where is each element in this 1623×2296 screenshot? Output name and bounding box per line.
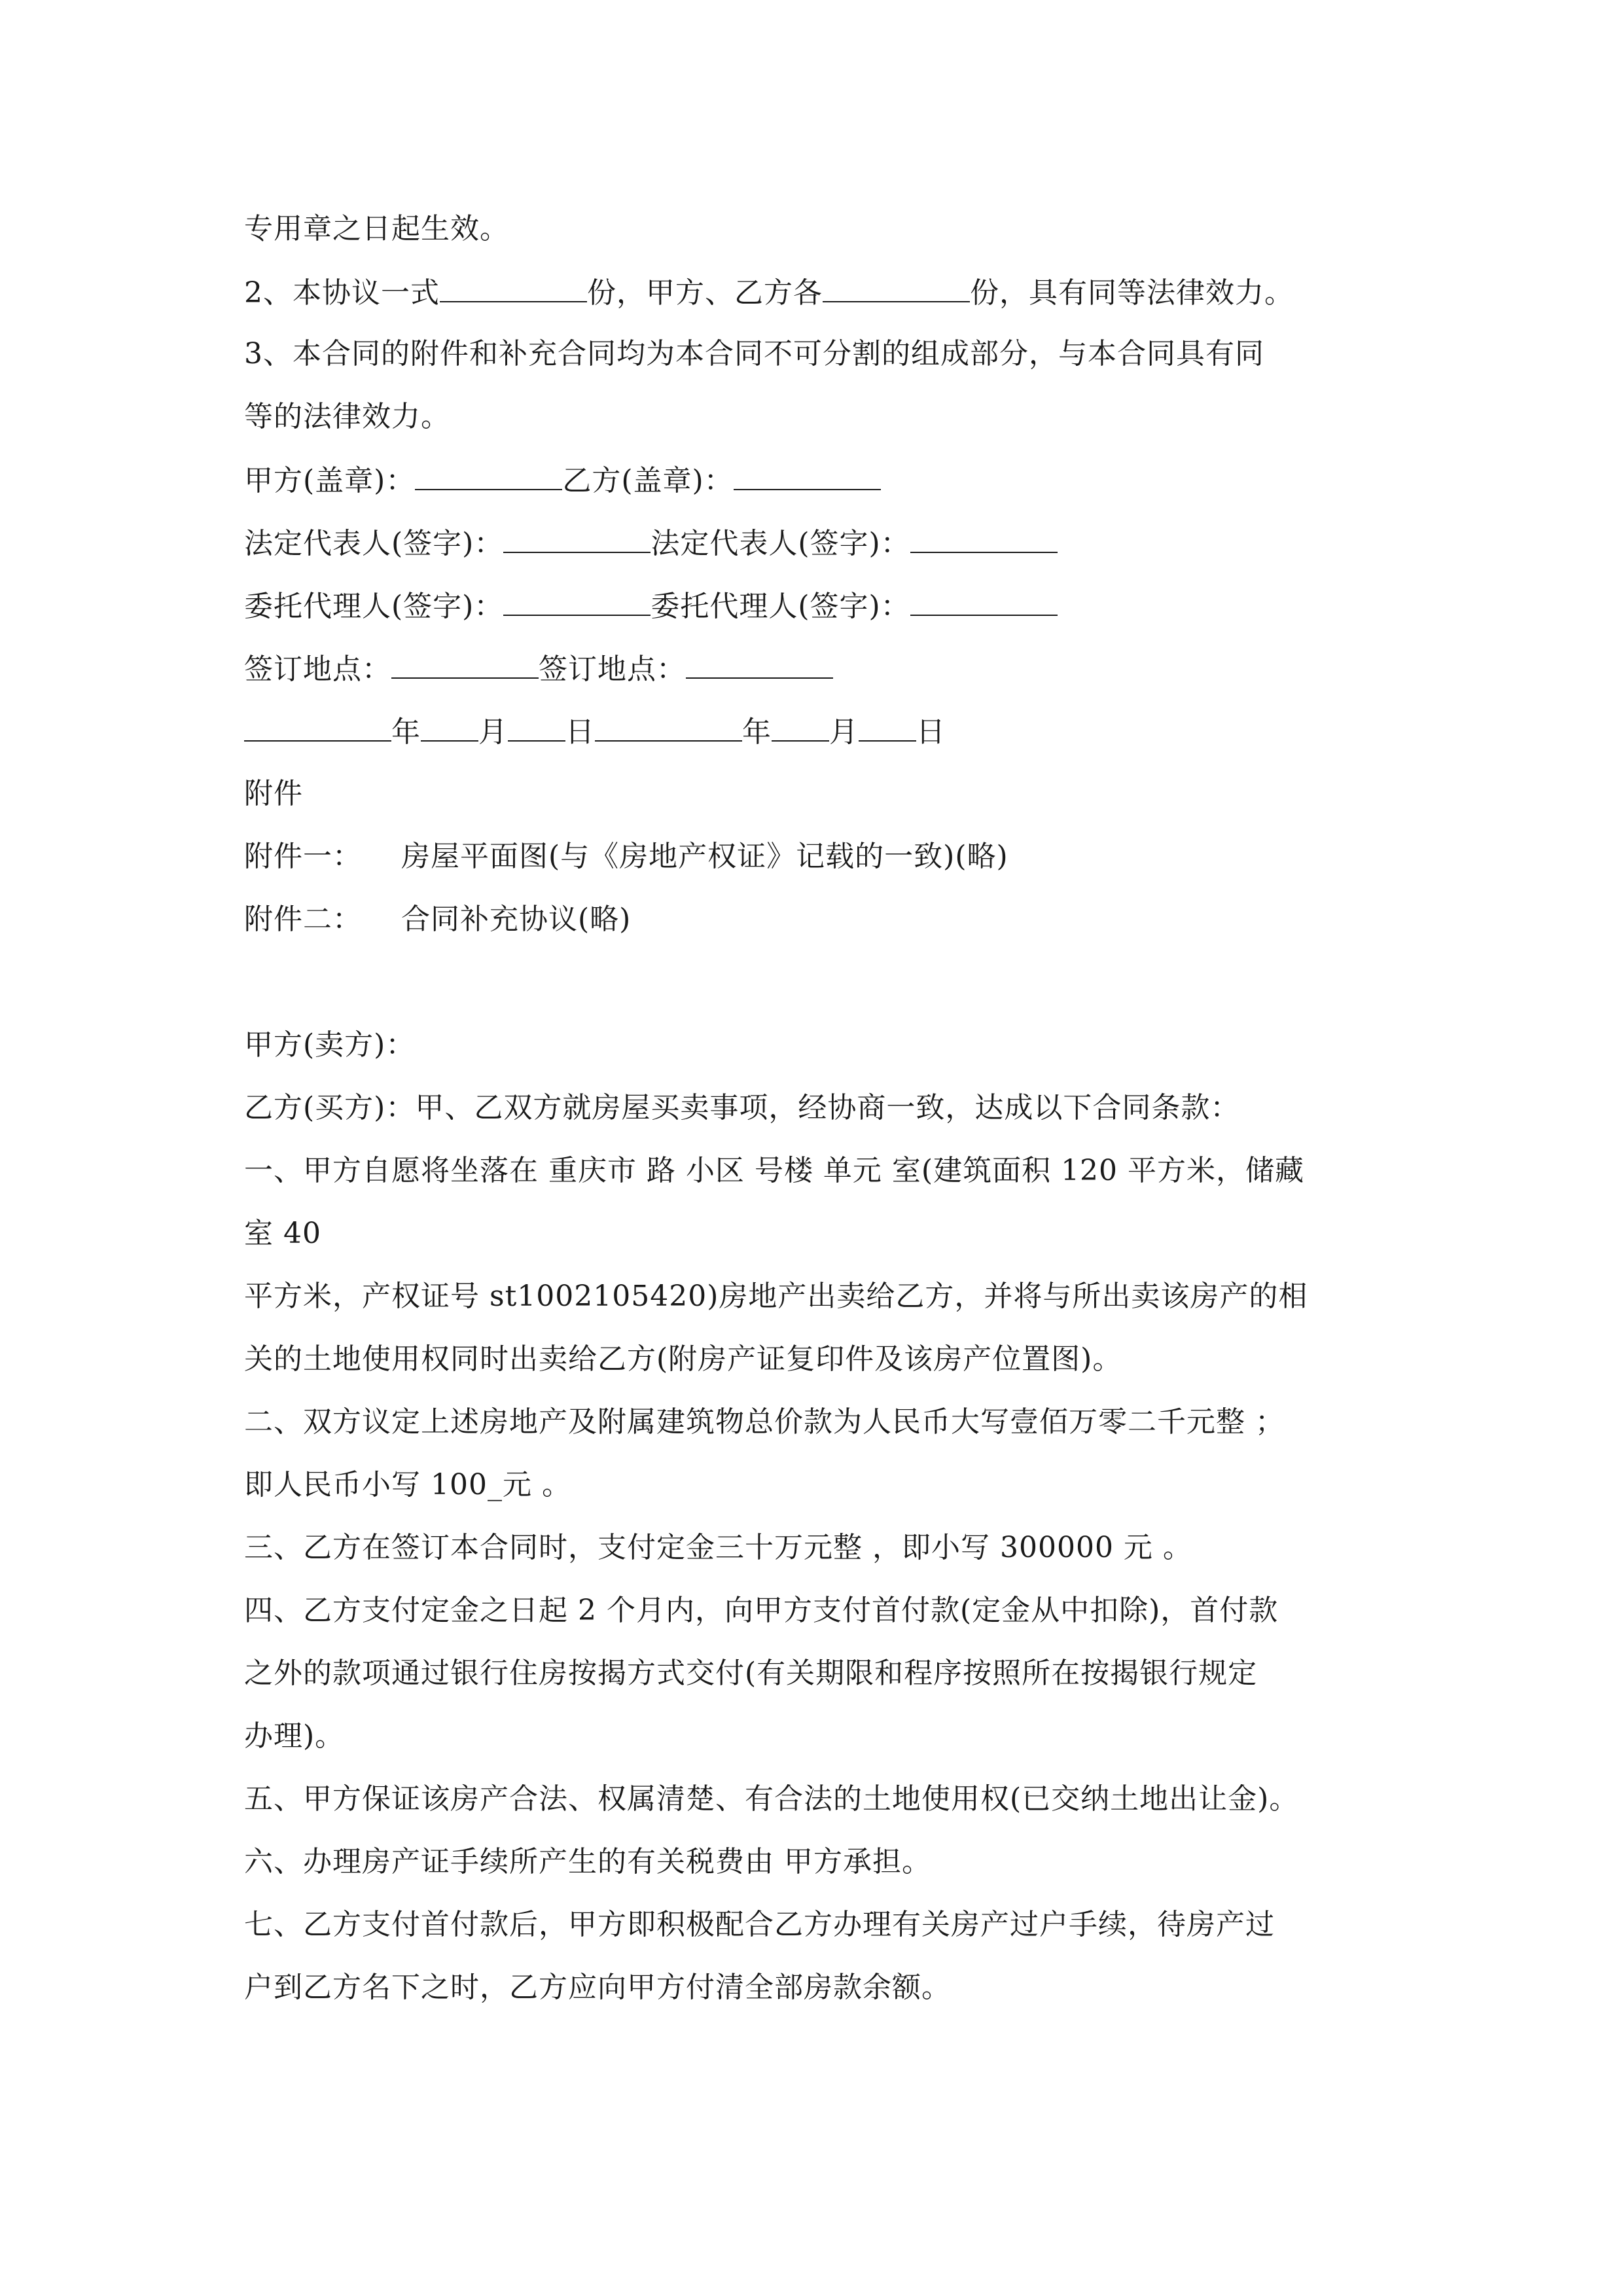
article-7-line-1: 七、乙方支付首付款后，甲方即积极配合乙方办理有关房产过户手续，待房产过	[244, 1908, 1275, 1941]
party-a-seal-blank	[415, 460, 562, 490]
seal-line: 甲方(盖章)： 乙方(盖章)：	[244, 460, 881, 499]
party-b-legal-rep-blank	[910, 523, 1058, 553]
party-a-place-blank	[391, 649, 539, 679]
article-5: 五、甲方保证该房产合法、权属清楚、有合法的土地使用权(已交纳土地出让金)。	[244, 1782, 1299, 1816]
attachment-two: 附件二： 合同补充协议(略)	[244, 903, 632, 936]
party-b-place-blank	[686, 649, 833, 679]
party-a-legal-rep-blank	[503, 523, 651, 553]
party-a-seller: 甲方(卖方)：	[244, 1028, 416, 1062]
attachment-one: 附件一： 房屋平面图(与《房地产权证》记载的一致)(略)	[244, 840, 1008, 873]
signing-place-line: 签订地点： 签订地点：	[244, 649, 833, 688]
attachments-heading: 附件	[244, 777, 303, 810]
date-line: 年 月 日 年 月 日	[244, 711, 946, 751]
party-b-seal-blank	[734, 460, 881, 490]
article-1-line-3: 平方米，产权证号 st1002105420)房地产出卖给乙方，并将与所出卖该房产的相	[244, 1280, 1308, 1313]
article-3: 三、乙方在签订本合同时，支付定金三十万元整 ，即小写 300000 元 。	[244, 1531, 1192, 1564]
article-1-line-4: 关的土地使用权同时出卖给乙方(附房产证复印件及该房产位置图)。	[244, 1342, 1122, 1376]
article-4-line-1: 四、乙方支付定金之日起 2 个月内，向甲方支付首付款(定金从中扣除)，首付款	[244, 1594, 1279, 1627]
clause-copies: 2、本协议一式 份，甲方、乙方各 份，具有同等法律效力。	[244, 272, 1294, 312]
clause-attachments: 3、本合同的附件和补充合同均为本合同不可分割的组成部分，与本合同具有同	[244, 337, 1264, 370]
article-7-line-2: 户到乙方名下之时，乙方应向甲方付清全部房款余额。	[244, 1971, 951, 2004]
clause-effective-date: 专用章之日起生效。	[244, 212, 509, 245]
agent-line: 委托代理人(签字)： 委托代理人(签字)：	[244, 586, 1058, 625]
article-1-line-2: 室 40	[244, 1217, 321, 1250]
article-2-line-1: 二、双方议定上述房地产及附属建筑物总价款为人民币大写壹佰万零二千元整 ；	[244, 1405, 1285, 1439]
copies-blank	[440, 272, 587, 302]
party-b-buyer: 乙方(买方)：甲、乙双方就房屋买卖事项，经协商一致，达成以下合同条款：	[244, 1091, 1240, 1124]
article-1-line-1: 一、甲方自愿将坐落在 重庆市 路 小区 号楼 单元 室(建筑面积 120 平方米，储藏	[244, 1154, 1305, 1187]
copies-each-blank	[823, 272, 970, 302]
legal-rep-line: 法定代表人(签字)： 法定代表人(签字)：	[244, 523, 1058, 562]
party-a-agent-blank	[503, 586, 651, 616]
article-4-line-2: 之外的款项通过银行住房按揭方式交付(有关期限和程序按照所在按揭银行规定	[244, 1657, 1258, 1690]
article-6: 六、办理房产证手续所产生的有关税费由 甲方承担。	[244, 1845, 931, 1878]
clause-attachments-cont: 等的法律效力。	[244, 400, 450, 433]
party-b-agent-blank	[910, 586, 1058, 616]
article-2-line-2: 即人民币小写 100_元 。	[244, 1468, 571, 1501]
article-4-line-3: 办理)。	[244, 1719, 345, 1753]
